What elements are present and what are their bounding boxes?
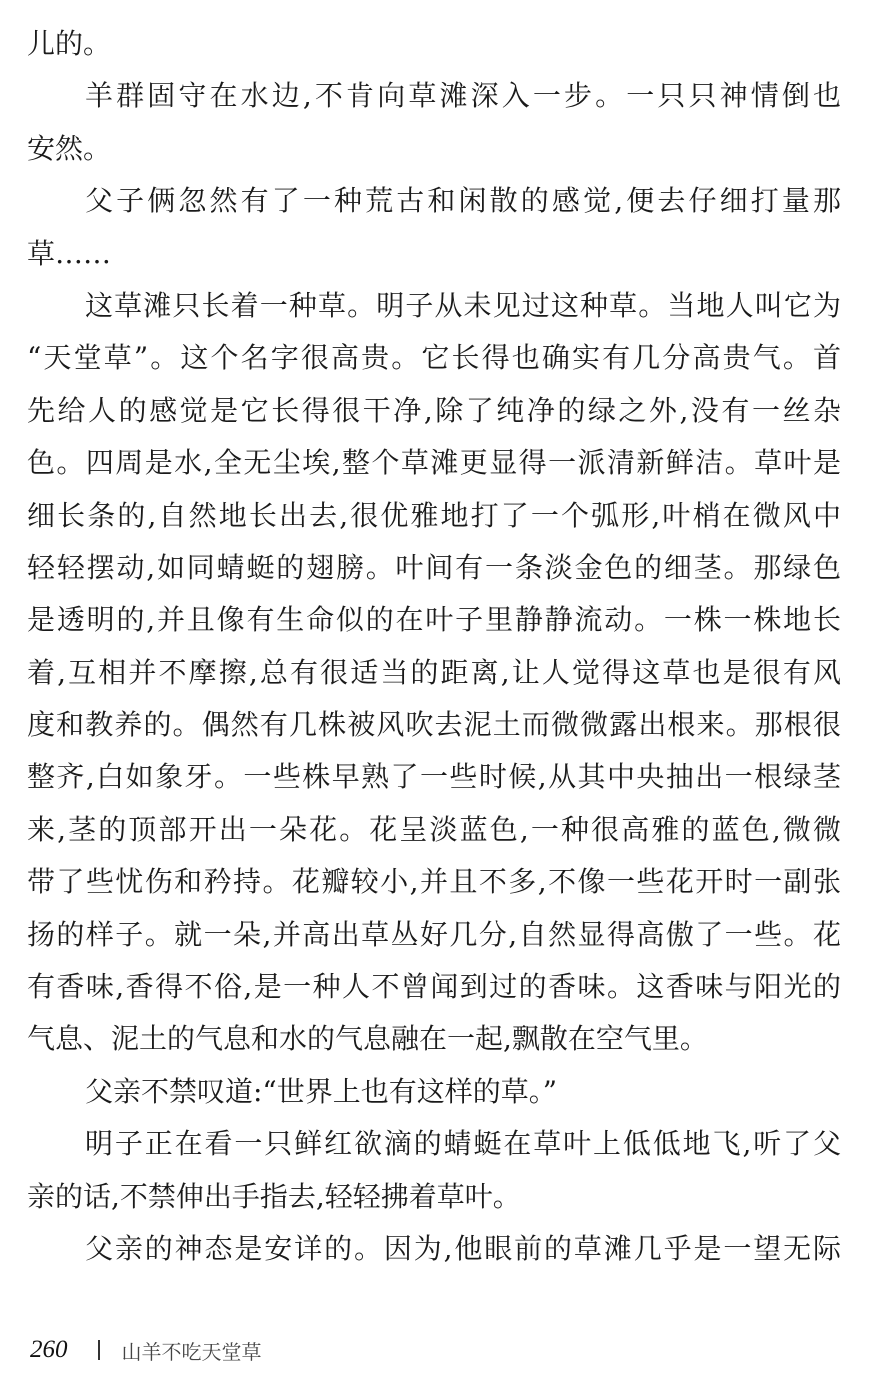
running-title: 山羊不吃天堂草 <box>121 1339 262 1364</box>
text-line: 着,互相并不摩擦,总有很适当的距离,让人觉得这草也是很有风 <box>27 655 841 689</box>
text-line: 度和教养的。偶然有几株被风吹去泥土而微微露出根来。那根很 <box>27 708 841 742</box>
text-line: 细长条的,自然地长出去,很优雅地打了一个弧形,叶梢在微风中 <box>27 498 841 532</box>
text-line: 来,茎的顶部开出一朵花。花呈淡蓝色,一种很高雅的蓝色,微微 <box>27 812 841 846</box>
text-line: 气息、泥土的气息和水的气息融在一起,飘散在空气里。 <box>27 1022 708 1056</box>
text-line: 是透明的,并且像有生命似的在叶子里静静流动。一株一株地长 <box>27 603 841 637</box>
text-line: 父亲的神态是安详的。因为,他眼前的草滩几乎是一望无际 <box>85 1231 841 1265</box>
text-line: “天堂草”。这个名字很高贵。它长得也确实有几分高贵气。首 <box>27 341 841 375</box>
page-footer <box>30 1330 262 1370</box>
text-line: 带了些忧伤和矜持。花瓣较小,并且不多,不像一些花开时一副张 <box>27 865 841 899</box>
text-line: 草…… <box>27 236 112 270</box>
text-line: 先给人的感觉是它长得很干净,除了纯净的绿之外,没有一丝杂 <box>27 393 841 427</box>
text-line: 扬的样子。就一朵,并高出草丛好几分,自然显得高傲了一些。花 <box>27 917 841 951</box>
text-line: 色。四周是水,全无尘埃,整个草滩更显得一派清新鲜洁。草叶是 <box>27 446 841 480</box>
text-line: 儿的。 <box>27 27 112 60</box>
text-line: 轻轻摆动,如同蜻蜓的翅膀。叶间有一条淡金色的细茎。那绿色 <box>27 550 841 584</box>
text-line: 明子正在看一只鲜红欲滴的蜻蜓在草叶上低低地飞,听了父 <box>85 1127 841 1161</box>
page-body <box>27 18 841 1275</box>
text-line: 有香味,香得不俗,是一种人不曾闻到过的香味。这香味与阳光的 <box>27 970 841 1004</box>
text-line: 羊群固守在水边,不肯向草滩深入一步。一只只神情倒也 <box>85 79 841 113</box>
page-number: 260 <box>30 1336 68 1363</box>
text-line: 亲的话,不禁伸出手指去,轻轻拂着草叶。 <box>27 1179 521 1213</box>
text-line: 整齐,白如象牙。一些株早熟了一些时候,从其中央抽出一根绿茎 <box>27 760 841 794</box>
text-line: 安然。 <box>27 131 112 165</box>
footer-separator <box>98 1340 100 1360</box>
text-line: 父亲不禁叹道:“世界上也有这样的草。” <box>85 1074 558 1108</box>
text-line: 父子俩忽然有了一种荒古和闲散的感觉,便去仔细打量那 <box>85 184 841 218</box>
text-line: 这草滩只长着一种草。明子从未见过这种草。当地人叫它为 <box>85 288 841 322</box>
